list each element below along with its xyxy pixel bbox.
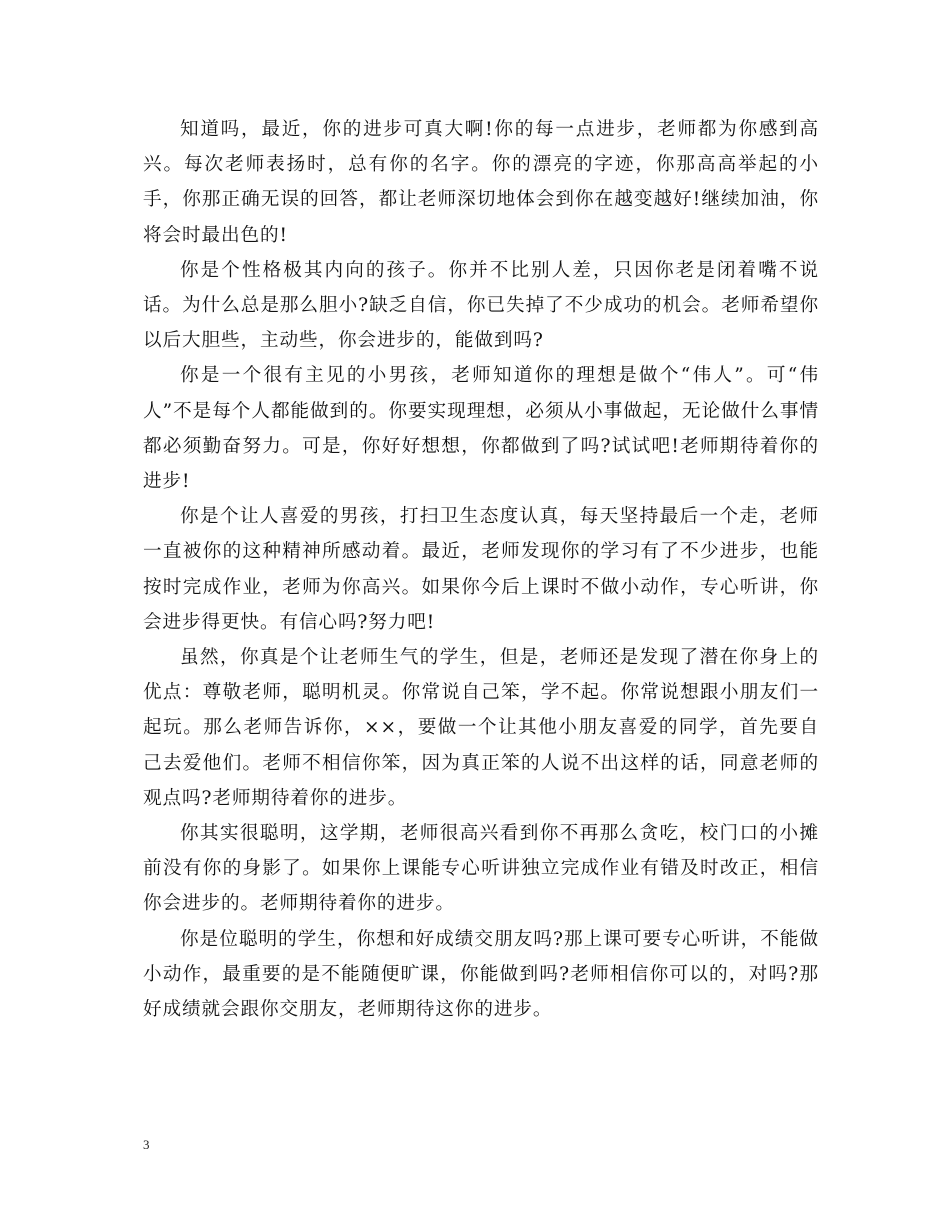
paragraph-7: 你是位聪明的学生，你想和好成绩交朋友吗?那上课可要专心听讲，不能做小动作，最重要的是不能随便旷课，你能做到吗?老师相信你可以的，对吗?那好成绩就会跟你交朋友，老师期待这你的进步。 bbox=[143, 928, 819, 1021]
paragraph-3: 你是一个很有主见的小男孩，老师知道你的理想是做个“伟人”。可“伟人”不是每个人都能做到的。你要实现理想，必须从小事做起，无论做什么事情都必须勤奋努力。可是，你好好想想，你都做到了吗?试试吧!老师期待着你的进步! bbox=[143, 365, 819, 493]
document-body bbox=[143, 112, 819, 1027]
paragraph-4: 你是个让人喜爱的男孩，打扫卫生态度认真，每天坚持最后一个走，老师一直被你的这种精神所感动着。最近，老师发现你的学习有了不少进步，也能按时完成作业，老师为你高兴。如果你今后上课时不做小动作，专心听讲，你会进步得更快。有信心吗?努力吧! bbox=[143, 506, 819, 633]
paragraph-1: 知道吗，最近，你的进步可真大啊!你的每一点进步，老师都为你感到高兴。每次老师表扬时，总有你的名字。你的漂亮的字迹，你那高高举起的小手，你那正确无误的回答，都让老师深切地体会到你在越变越好!继续加油，你将会时最出色的! bbox=[143, 119, 819, 246]
paragraph-6: 你其实很聪明，这学期，老师很高兴看到你不再那么贪吃，校门口的小摊前没有你的身影了。如果你上课能专心听讲独立完成作业有错及时改正，相信你会进步的。老师期待着你的进步。 bbox=[143, 823, 819, 915]
paragraph-5: 虽然，你真是个让老师生气的学生，但是，老师还是发现了潜在你身上的优点：尊敬老师，聪明机灵。你常说自己笨，学不起。你常说想跟小朋友们一起玩。那么老师告诉你，××，要做一个让其他小朋友喜爱的同学，首先要自己去爱他们。老师不相信你笨，因为真正笨的人说不出这样的话，同意老师的观点吗?老师期待着你的进步。 bbox=[143, 647, 819, 809]
page-number: 3 bbox=[143, 1137, 150, 1152]
paragraph-2: 你是个性格极其内向的孩子。你并不比别人差，只因你老是闭着嘴不说话。为什么总是那么胆小?缺乏自信，你已失掉了不少成功的机会。老师希望你以后大胆些，主动些，你会进步的，能做到吗? bbox=[143, 259, 819, 352]
